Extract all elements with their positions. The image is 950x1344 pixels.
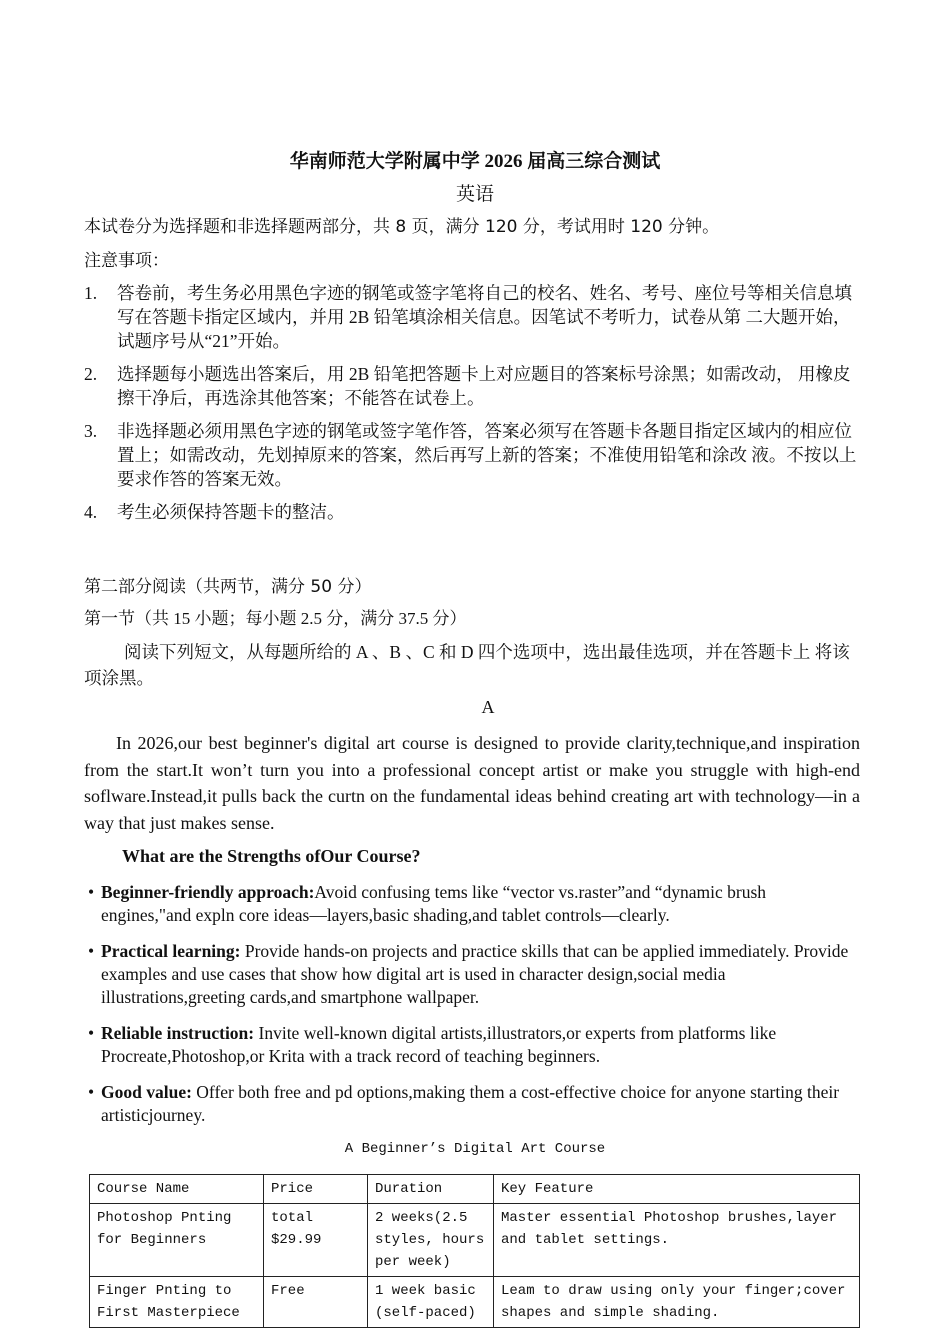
notice-number: 3. — [84, 421, 98, 441]
passage-letter: A — [481, 697, 495, 717]
notice-heading: 注意事项： — [84, 251, 169, 271]
bullet-dot: • — [88, 882, 95, 902]
section1-heading: 第一节（共 15 小题；每小题 2.5 分，满分 37.5 分） — [84, 609, 467, 628]
bullet-dot: • — [88, 941, 95, 961]
bullet-term: Reliable instruction: — [101, 1023, 255, 1043]
cell-course-name: Photoshop Pnting for Beginners — [90, 1204, 264, 1277]
list-item — [88, 1081, 858, 1127]
notice-item — [84, 419, 864, 491]
notice-number: 1. — [84, 283, 98, 303]
bullet-text: Offer both free and pd options,making them a cost-effective choice for anyone starting their artisticjourney. — [101, 1082, 840, 1125]
subject-label: 英语 — [455, 184, 494, 205]
table-caption: A Beginner’s Digital Art Course — [344, 1141, 606, 1157]
bullet-text: Avoid confusing tems like “vector vs.raster”and “dynamic brush engines,"and expln core ideas—layers,basic shading,and tablet controls—clearly. — [101, 882, 767, 925]
cell-price: total $29.99 — [264, 1204, 368, 1277]
bullet-term: Practical learning: — [101, 941, 241, 961]
notice-text: 非选择题必须用黑色字迹的钢笔或签字笔作答，答案必须写在答题卡各题目指定区域内的相应位置上；如需改动，先划掉原来的答案，然后再写上新的答案；不准使用铅笔和涂改 液。不按以上要求作答的答案无效。 — [117, 421, 857, 489]
notice-text: 答卷前，考生务必用黑色字迹的钢笔或签字笔将自己的校名、姓名、考号、座位号等相关信息填写在答题卡指定区域内，并用 2B 铅笔填涂相关信息。因笔试不考听力，试卷从第 二大题开始，试题序号从“21”开始。 — [117, 283, 852, 351]
passage-paragraph: In 2026,our best beginner's digital art course is designed to provide clarity,technique,and inspiration from the start.It won’t turn you into a professional concept artist or make you struggle with high-end soflware.Instead,it pulls back the curtn on the fundamental ideas behind creating art with technology—in a way that just makes sense. — [84, 733, 860, 833]
reading-instruction: 阅读下列短文，从每题所给的 A 、B 、C 和 D 四个选项中，选出最佳选项，并在答题卡上 将该项涂黑。 — [84, 642, 850, 688]
exam-title: 华南师范大学附属中学 2026 届高三综合测试 — [289, 151, 661, 172]
bullet-term: Beginner-friendly approach: — [101, 882, 315, 902]
notice-number: 4. — [84, 502, 98, 522]
cell-key-feature: Master essential Photoshop brushes,layer and tablet settings. — [494, 1204, 860, 1277]
strengths-list — [88, 881, 858, 1140]
cell-duration: 2 weeks(2.5 styles, hours per week) — [368, 1204, 494, 1277]
list-item — [88, 940, 858, 1009]
list-item — [88, 881, 858, 927]
column-header-key-feature: Key Feature — [494, 1175, 860, 1204]
cell-course-name: Finger Pnting to First Masterpiece — [90, 1277, 264, 1328]
column-header-course-name: Course Name — [90, 1175, 264, 1204]
course-table — [89, 1174, 860, 1328]
bullet-text: Invite well-known digital artists,illustrators,or experts from platforms like Procreate,Photoshop,or Krita with a track record of teaching beginners. — [101, 1023, 777, 1066]
cell-duration: 1 week basic (self-paced) — [368, 1277, 494, 1328]
notice-text: 考生必须保持答题卡的整洁。 — [117, 502, 345, 522]
table-row — [90, 1204, 860, 1277]
notice-number: 2. — [84, 364, 98, 384]
column-header-duration: Duration — [368, 1175, 494, 1204]
exam-intro: 本试卷分为选择题和非选择题两部分，共 8 页，满分 120 分，考试用时 120 分钟。 — [84, 217, 720, 237]
table-header-row — [90, 1175, 860, 1204]
list-item — [88, 1022, 858, 1068]
part2-heading: 第二部分阅读（共两节，满分 50 分） — [84, 577, 372, 597]
bullet-text: Provide hands-on projects and practice skills that can be applied immediately. Provide examples and use cases that show how digital art is used in character design,social media illustrations,greeting cards,and smartphone wallpaper. — [101, 941, 849, 1007]
passage-subheading: What are the Strengths ofOur Course? — [122, 846, 421, 866]
notice-item — [84, 500, 864, 524]
notice-list — [84, 281, 864, 533]
bullet-dot: • — [88, 1023, 95, 1043]
table-row — [90, 1277, 860, 1328]
notice-text: 选择题每小题选出答案后，用 2B 铅笔把答题卡上对应题目的答案标号涂黑；如需改动， 用橡皮擦干净后，再选涂其他答案；不能答在试卷上。 — [117, 364, 851, 408]
bullet-term: Good value: — [101, 1082, 192, 1102]
notice-item — [84, 362, 864, 410]
cell-key-feature: Leam to draw using only your finger;cover shapes and simple shading. — [494, 1277, 860, 1328]
column-header-price: Price — [264, 1175, 368, 1204]
cell-price: Free — [264, 1277, 368, 1328]
notice-item — [84, 281, 864, 353]
bullet-dot: • — [88, 1082, 95, 1102]
